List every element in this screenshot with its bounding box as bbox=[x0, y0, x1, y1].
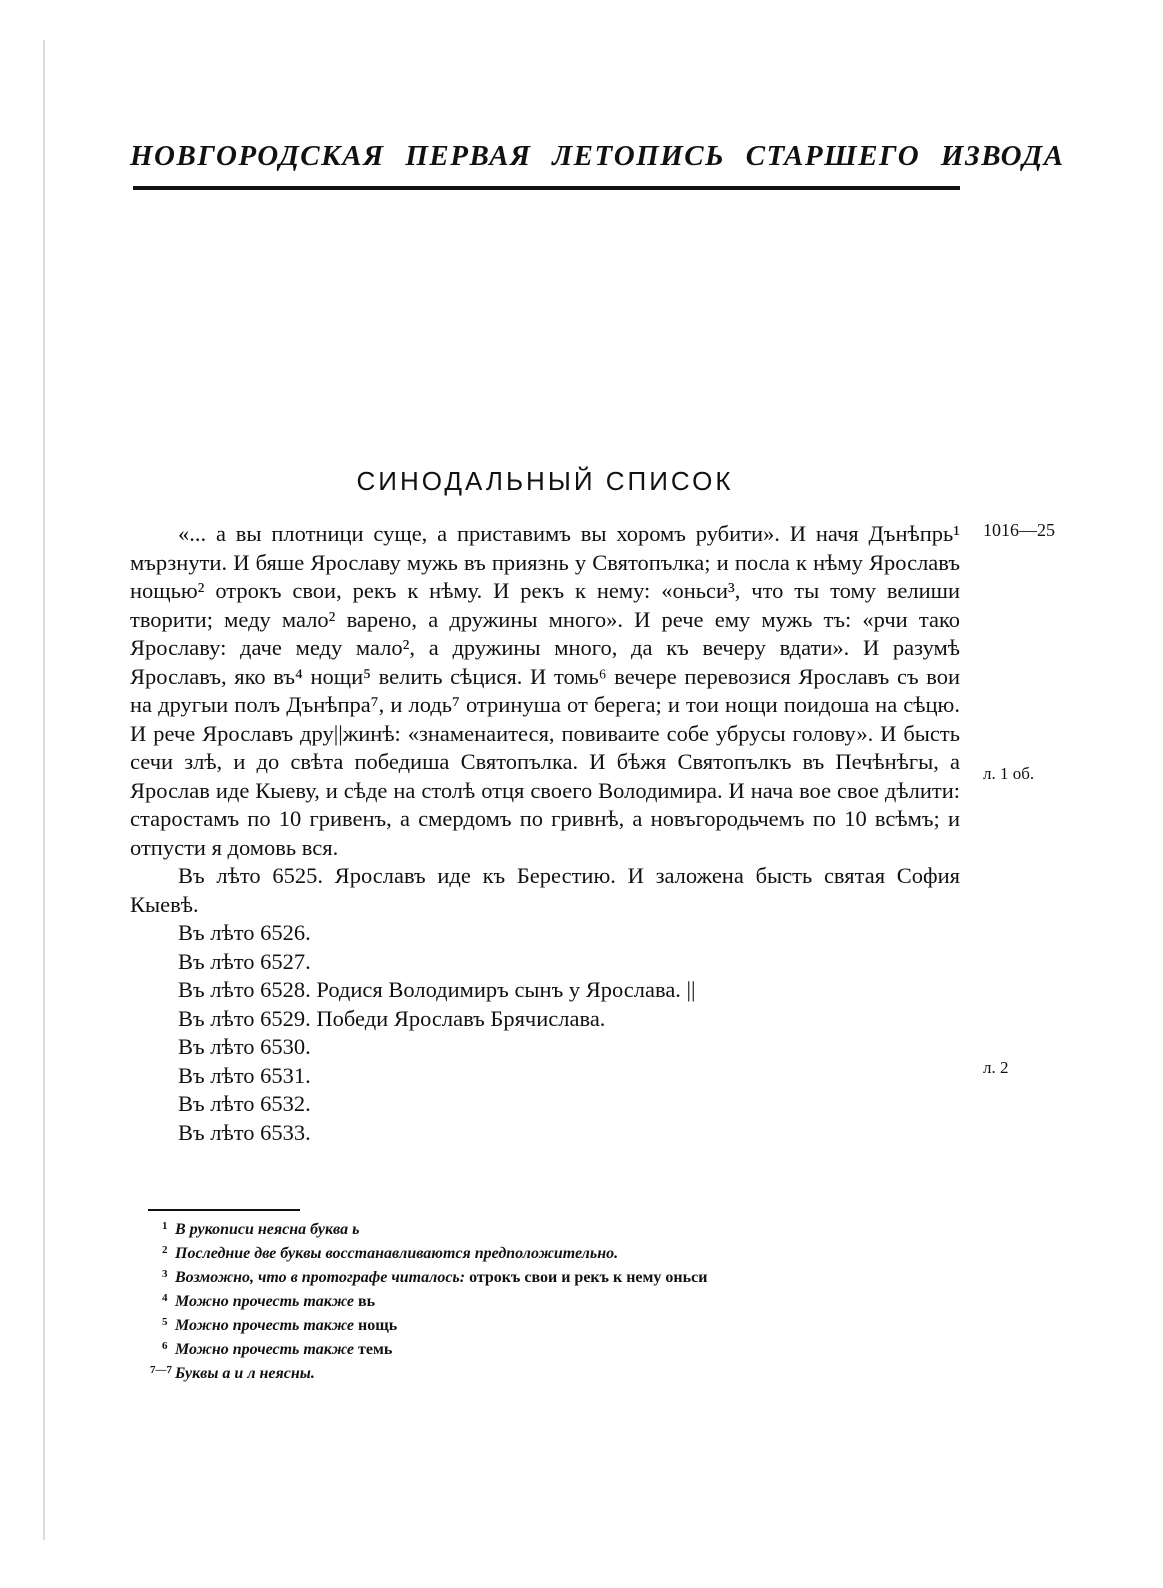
paragraph-1: «... а вы плотници суще, а приставимъ вы хоромъ рубити». И начя Дънѣпрь¹ мързнути. И бяше Ярославу мужь въ приязнь у Святопълка; и посла к нѣму Ярославъ нощью² отрокъ свои, рекъ к нѣму. И рекъ к нему: «оньси³, что ты тому велиши творити; меду мало² варено, а дружины много». И рече ему мужь тъ: «рчи тако Ярославу: даче меду мало², а дружины много, да къ вечеру вдати». И разумѣ Ярославъ, яко въ⁴ нощи⁵ велить сѣцися. И томь⁶ вечере перевозися Ярославъ съ вои на другыи полъ Дънѣпра⁷, и лодь⁷ отринуша от берега; и тои нощи поидоша на сѣцю. И рече Ярославъ дру||жинѣ: «знаменаитеся, повиваите собе убрусы голову». И бысть сечи злѣ, и до свѣта победиша Святопълка. И бѣжя Святопълкъ въ Печѣнѣгы, а Ярослав иде Кыеву, и сѣде на столѣ отця своего Володимира. И нача вое свое дѣлити: старостамъ по 10 гривенъ, а смердомъ по гривнѣ, а новъгородьчемъ по 10 всѣмъ; и отпусти я домовь вся. bbox=[130, 521, 960, 860]
footnote-number: 3 bbox=[162, 1268, 168, 1280]
footnote bbox=[150, 1362, 950, 1386]
footnote-reading: вь bbox=[358, 1293, 376, 1310]
year-entry: Въ лѣто 6533. bbox=[178, 1119, 311, 1145]
footnote-rule bbox=[148, 1209, 300, 1211]
footnote-text: Последние две буквы восстанавливаются предположительно. bbox=[175, 1245, 619, 1262]
footnote-text: В рукописи неясна буква ь bbox=[175, 1221, 360, 1238]
footnote bbox=[150, 1338, 950, 1362]
footnote-text: Можно прочесть также bbox=[175, 1293, 355, 1310]
year-entry: Въ лѣто 6526. bbox=[178, 920, 311, 945]
page-margin-line bbox=[43, 40, 45, 1540]
footnote-text: Можно прочесть также bbox=[175, 1317, 355, 1334]
footnote-number: 5 bbox=[162, 1316, 168, 1328]
paragraph-2: Въ лѣто 6525. Ярославъ иде къ Берестию. И заложена бысть святая София Кыевѣ. bbox=[130, 863, 960, 917]
footnote bbox=[150, 1266, 950, 1290]
footnote-text: Возможно, что в протографе читалось: bbox=[175, 1269, 466, 1286]
footnote-reading: отрокъ свои и рекъ к нему оньси bbox=[469, 1269, 708, 1286]
running-title: НОВГОРОДСКАЯ ПЕРВАЯ ЛЕТОПИСЬ СТАРШЕГО ИЗВОДА bbox=[130, 140, 1065, 172]
year-entry: Въ лѣто 6528. Родися Володимиръ сынъ у Ярослава. || bbox=[178, 977, 696, 1002]
year-entry: Въ лѣто 6527. bbox=[178, 948, 311, 974]
footnote-text: Можно прочесть также bbox=[175, 1341, 355, 1358]
year-entry: Въ лѣто 6531. bbox=[178, 1062, 311, 1088]
margin-note-years: 1016—25 bbox=[983, 520, 1055, 540]
footnote-text: Буквы а и л неясны. bbox=[175, 1365, 315, 1382]
year-entry: Въ лѣто 6530. bbox=[178, 1034, 311, 1059]
footnote-number: 4 bbox=[162, 1292, 168, 1304]
year-entry: Въ лѣто 6529. Победи Ярославъ Брячислава. bbox=[178, 1005, 606, 1031]
footnotes bbox=[150, 1218, 950, 1386]
footnote-reading: темь bbox=[358, 1341, 393, 1358]
footnote-number: 7—7 bbox=[150, 1364, 172, 1376]
section-heading: СИНОДАЛЬНЫЙ СПИСОК bbox=[356, 466, 734, 496]
footnote-reading: нощь bbox=[358, 1317, 398, 1334]
margin-note-leaf-1: л. 1 об. bbox=[983, 764, 1035, 783]
footnote-number: 1 bbox=[162, 1220, 168, 1232]
year-entry: Въ лѣто 6532. bbox=[178, 1091, 311, 1116]
chronicle-text bbox=[130, 520, 960, 1147]
footnote bbox=[150, 1314, 950, 1338]
title-rule bbox=[133, 186, 960, 190]
footnote bbox=[150, 1242, 950, 1266]
footnote bbox=[150, 1218, 950, 1242]
footnote-number: 2 bbox=[162, 1244, 168, 1256]
footnote bbox=[150, 1290, 950, 1314]
margin-note-leaf-2: л. 2 bbox=[983, 1058, 1009, 1077]
footnote-number: 6 bbox=[162, 1340, 168, 1352]
